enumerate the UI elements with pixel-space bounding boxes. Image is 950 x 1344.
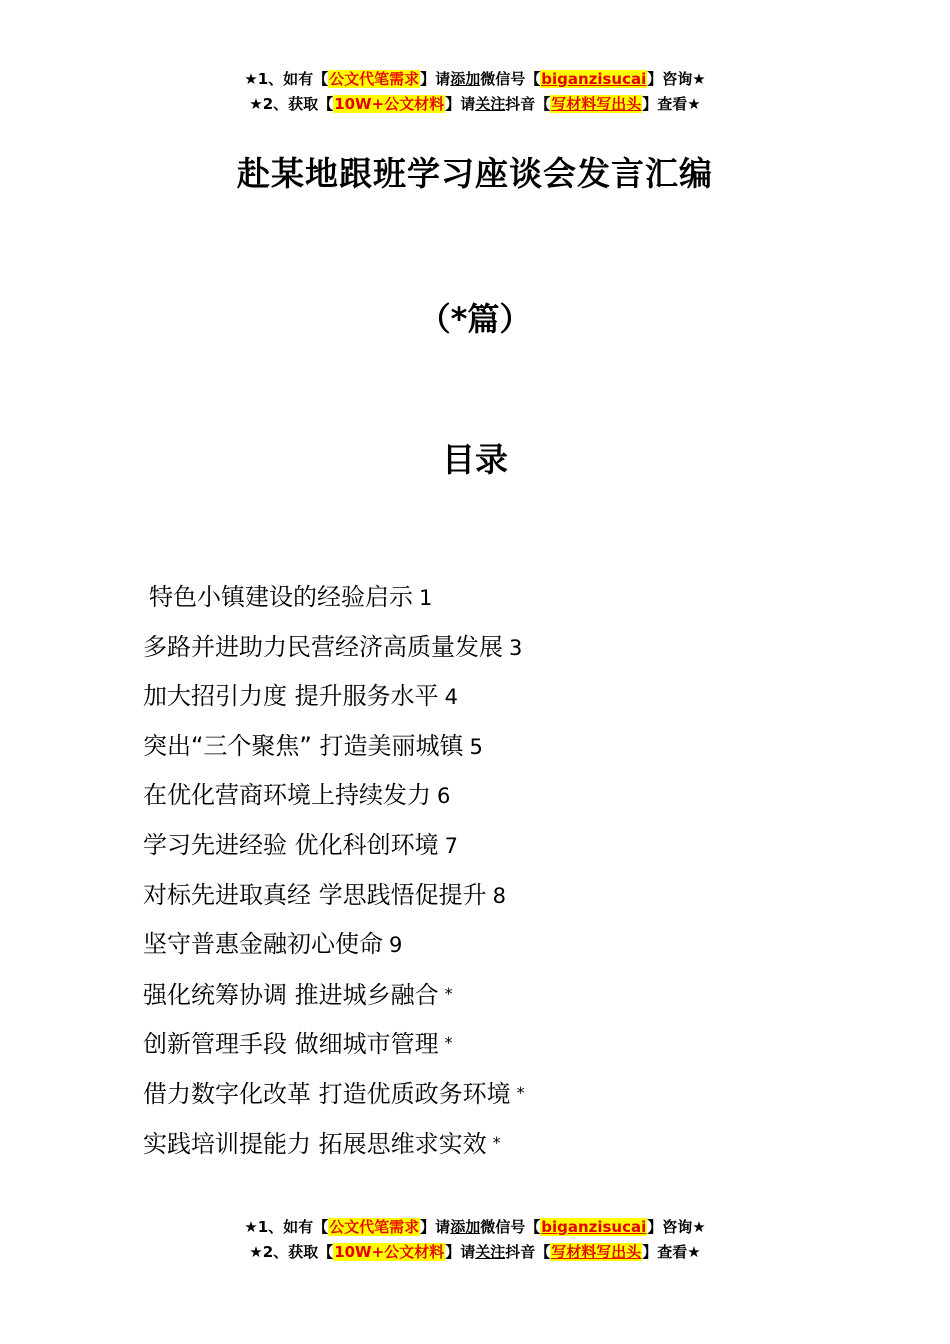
footer-banner — [0, 1215, 950, 1265]
toc-entry[interactable] — [143, 1122, 843, 1172]
toc-entry-page: 9 — [389, 933, 403, 958]
toc-entry-page: 6 — [437, 784, 451, 809]
banner-underlined: 添加 — [450, 70, 481, 88]
banner-highlight: 10W+公文材料 — [334, 1243, 445, 1261]
toc-entry-page: * — [444, 1033, 453, 1053]
toc-entry[interactable] — [143, 626, 843, 676]
banner-text: 】查看★ — [642, 1243, 701, 1261]
toc-entry-title: 对标先进取真经 学思践悟促提升 — [143, 880, 487, 909]
banner-underlined: 关注 — [475, 95, 506, 113]
toc-entry-page: * — [516, 1082, 525, 1102]
banner-text: 抖音【 — [505, 95, 551, 113]
banner-text: 抖音【 — [505, 1243, 551, 1261]
toc-entry-title: 学习先进经验 优化科创环境 — [143, 830, 439, 859]
toc-entry-title: 特色小镇建设的经验启示 — [149, 583, 413, 611]
banner-text: 】请 — [420, 1218, 451, 1236]
toc-entry-page: 7 — [444, 833, 459, 858]
toc-entry-title: 借力数字化改革 打造优质政务环境 — [143, 1079, 511, 1108]
toc-entry-title: 实践培训提能力 拓展思维求实效 — [143, 1129, 487, 1158]
banner-underlined: 添加 — [450, 1218, 481, 1236]
banner-text: ★2、获取【 — [249, 1243, 334, 1261]
toc-entry-page: * — [444, 983, 453, 1003]
toc-entry-page: 5 — [469, 734, 483, 759]
toc-entry[interactable] — [143, 1022, 843, 1072]
toc-entry-page: 4 — [444, 685, 459, 710]
toc-entry[interactable] — [143, 824, 843, 874]
banner-wechat-id: biganzisucai — [541, 1218, 647, 1236]
banner-text: 微信号【 — [480, 1218, 541, 1236]
toc-entry[interactable] — [143, 874, 843, 924]
banner-text: 】查看★ — [642, 95, 701, 113]
toc-entry-title: 突出“三个聚焦” 打造美丽城镇 — [143, 731, 464, 760]
toc-entry-page: 1 — [419, 586, 433, 610]
toc-entry-page: * — [492, 1132, 501, 1152]
toc-entry[interactable] — [143, 675, 843, 725]
banner-highlight: 10W+公文材料 — [334, 95, 445, 113]
toc-entry[interactable] — [143, 725, 843, 775]
banner-line-2 — [0, 1240, 950, 1265]
banner-text: 】请 — [445, 95, 476, 113]
toc-entry[interactable] — [143, 923, 843, 973]
toc-entry-title: 加大招引力度 提升服务水平 — [143, 682, 439, 711]
banner-text: ★1、如有【 — [244, 1218, 329, 1236]
toc-entry-page: 3 — [509, 635, 523, 660]
banner-text: 】咨询★ — [647, 70, 706, 88]
toc-heading: 目录 — [442, 440, 508, 479]
toc-entry[interactable] — [143, 576, 843, 626]
banner-wechat-id: biganzisucai — [541, 70, 647, 88]
toc-entry[interactable] — [143, 1072, 843, 1122]
banner-line-1 — [0, 67, 950, 92]
toc-entry-title: 多路并进助力民营经济高质量发展 — [143, 632, 503, 661]
banner-line-2 — [0, 92, 950, 117]
table-of-contents — [143, 576, 843, 1171]
toc-entry-title: 强化统筹协调 推进城乡融合 — [143, 980, 439, 1009]
banner-highlight: 公文代笔需求 — [329, 70, 420, 88]
banner-text: 】咨询★ — [647, 1218, 706, 1236]
banner-douyin-id: 写材料写出头 — [551, 1243, 642, 1261]
toc-entry-title: 坚守普惠金融初心使命 — [143, 930, 383, 959]
banner-text: 微信号【 — [480, 70, 541, 88]
toc-entry[interactable] — [143, 973, 843, 1023]
toc-entry-page: 8 — [492, 883, 507, 908]
banner-line-1 — [0, 1215, 950, 1240]
banner-highlight: 公文代笔需求 — [329, 1218, 420, 1236]
document-subtitle: （*篇） — [418, 300, 532, 338]
toc-entry-title: 创新管理手段 做细城市管理 — [143, 1030, 439, 1059]
banner-text: ★2、获取【 — [249, 95, 334, 113]
header-banner — [0, 67, 950, 117]
banner-text: 】请 — [420, 70, 451, 88]
banner-text: 】请 — [445, 1243, 476, 1261]
banner-douyin-id: 写材料写出头 — [551, 95, 642, 113]
banner-underlined: 关注 — [475, 1243, 506, 1261]
toc-entry[interactable] — [143, 774, 843, 824]
banner-text: ★1、如有【 — [244, 70, 329, 88]
toc-entry-title: 在优化营商环境上持续发力 — [143, 781, 431, 810]
document-title: 赴某地跟班学习座谈会发言汇编 — [237, 154, 713, 193]
